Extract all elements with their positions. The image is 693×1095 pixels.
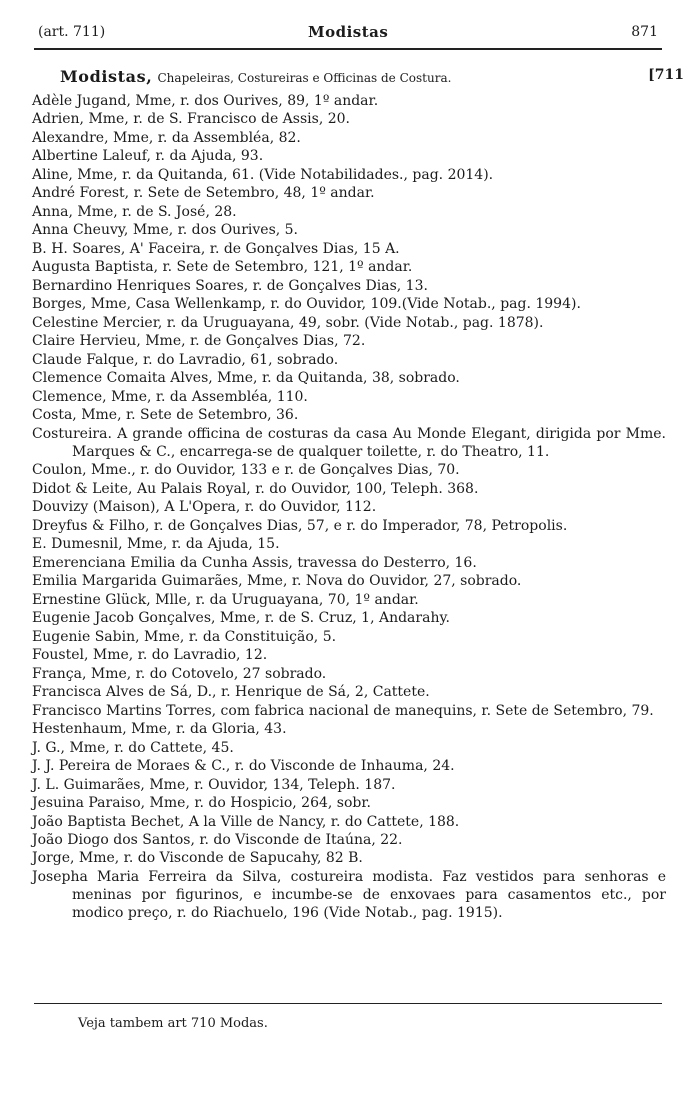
page-number: 871 — [631, 24, 658, 40]
list-item: Eugenie Jacob Gonçalves, Mme, r. de S. Cruz, 1, Andarahy. — [32, 610, 450, 627]
list-item: Claire Hervieu, Mme, r. de Gonçalves Dias, 72. — [32, 333, 366, 350]
list-item: Albertine Laleuf, r. da Ajuda, 93. — [32, 148, 264, 165]
list-item: Anna, Mme, r. de S. José, 28. — [32, 203, 237, 220]
list-item: André Forest, r. Sete de Setembro, 48, 1º andar. — [32, 185, 375, 202]
see-also-note: Veja tambem art 710 Modas. — [78, 1016, 268, 1031]
section-number: [711 — [648, 67, 684, 83]
list-item: Costureira. A grande officina de costuras da casa Au Monde Elegant, dirigida por Mme. Marques & C., encarrega-se de qualquer toilette, r. do Theatro, 11. — [32, 425, 666, 460]
section-title: Modistas, — [60, 67, 153, 86]
list-item: Celestine Mercier, r. da Uruguayana, 49, sobr. (Vide Notab., pag. 1878). — [32, 314, 544, 331]
list-item: Borges, Mme, Casa Wellenkamp, r. do Ouvidor, 109.(Vide Notab., pag. 1994). — [32, 296, 581, 313]
list-item: Francisca Alves de Sá, D., r. Henrique de Sá, 2, Cattete. — [32, 684, 430, 701]
entry-list — [32, 92, 666, 923]
list-item: Didot & Leite, Au Palais Royal, r. do Ouvidor, 100, Teleph. 368. — [32, 480, 479, 497]
list-item: Josepha Maria Ferreira da Silva, costureira modista. Faz vestidos para senhoras e meninas por figurinos, e incumbe-se de enxovaes para casamentos etc., por modico preço, r. do Riachuelo, 196 (Vide Notab., pag. 1915). — [32, 868, 666, 922]
list-item: Foustel, Mme, r. do Lavradio, 12. — [32, 647, 268, 664]
section-heading — [60, 67, 688, 89]
list-item: Jesuina Paraiso, Mme, r. do Hospicio, 264, sobr. — [32, 795, 371, 812]
list-item: J. G., Mme, r. do Cattete, 45. — [32, 739, 234, 756]
list-item: J. J. Pereira de Moraes & C., r. do Visconde de Inhauma, 24. — [32, 758, 455, 775]
list-item: Alexandre, Mme, r. da Assembléa, 82. — [32, 129, 301, 146]
list-item: J. L. Guimarães, Mme, r. Ouvidor, 134, Teleph. 187. — [32, 776, 396, 793]
list-item: Bernardino Henriques Soares, r. de Gonçalves Dias, 13. — [32, 277, 428, 294]
list-item: Francisco Martins Torres, com fabrica nacional de manequins, r. Sete de Setembro, 79. — [32, 702, 654, 719]
list-item: Emerenciana Emilia da Cunha Assis, travessa do Desterro, 16. — [32, 554, 477, 571]
list-item: Augusta Baptista, r. Sete de Setembro, 121, 1º andar. — [32, 259, 413, 276]
list-item: João Baptista Bechet, A la Ville de Nancy, r. do Cattete, 188. — [32, 813, 460, 830]
list-item: Hestenhaum, Mme, r. da Gloria, 43. — [32, 721, 287, 738]
list-item: Adrien, Mme, r. de S. Francisco de Assis, 20. — [32, 111, 350, 128]
list-item: Jorge, Mme, r. do Visconde de Sapucahy, 82 B. — [32, 850, 363, 867]
list-item: Adèle Jugand, Mme, r. dos Ourives, 89, 1º andar. — [32, 93, 379, 109]
list-item: Anna Cheuvy, Mme, r. dos Ourives, 5. — [32, 222, 299, 239]
list-item: Aline, Mme, r. da Quitanda, 61. (Vide Notabilidades., pag. 2014). — [32, 166, 494, 183]
list-item: Douvizy (Maison), A L'Opera, r. do Ouvidor, 112. — [32, 499, 377, 516]
list-item: Dreyfus & Filho, r. de Gonçalves Dias, 57, e r. do Imperador, 78, Petropolis. — [32, 517, 568, 534]
list-item: Eugenie Sabin, Mme, r. da Constituição, 5. — [32, 628, 337, 645]
list-item: Coulon, Mme., r. do Ouvidor, 133 e r. de Gonçalves Dias, 70. — [32, 462, 460, 479]
list-item: Clemence Comaita Alves, Mme, r. da Quitanda, 38, sobrado. — [32, 370, 460, 387]
list-item: Emilia Margarida Guimarães, Mme, r. Nova do Ouvidor, 27, sobrado. — [32, 573, 522, 590]
running-header — [38, 24, 658, 46]
list-item: Costa, Mme, r. Sete de Setembro, 36. — [32, 407, 299, 424]
article-reference: (art. 711) — [38, 24, 106, 40]
running-title: Modistas — [308, 23, 389, 41]
list-item: João Diogo dos Santos, r. do Visconde de Itaúna, 22. — [32, 831, 403, 848]
list-item: E. Dumesnil, Mme, r. da Ajuda, 15. — [32, 536, 280, 553]
section-subtitle: Chapeleiras, Costureiras e Officinas de Costura. — [157, 71, 452, 85]
footer-rule — [34, 1003, 662, 1004]
list-item: B. H. Soares, A' Faceira, r. de Gonçalves Dias, 15 A. — [32, 240, 400, 257]
list-item: Ernestine Glück, Mlle, r. da Uruguayana, 70, 1º andar. — [32, 591, 419, 608]
list-item: Claude Falque, r. do Lavradio, 61, sobrado. — [32, 351, 339, 368]
list-item: França, Mme, r. do Cotovelo, 27 sobrado. — [32, 665, 327, 682]
list-item: Clemence, Mme, r. da Assembléa, 110. — [32, 388, 308, 405]
header-rule — [34, 48, 662, 50]
